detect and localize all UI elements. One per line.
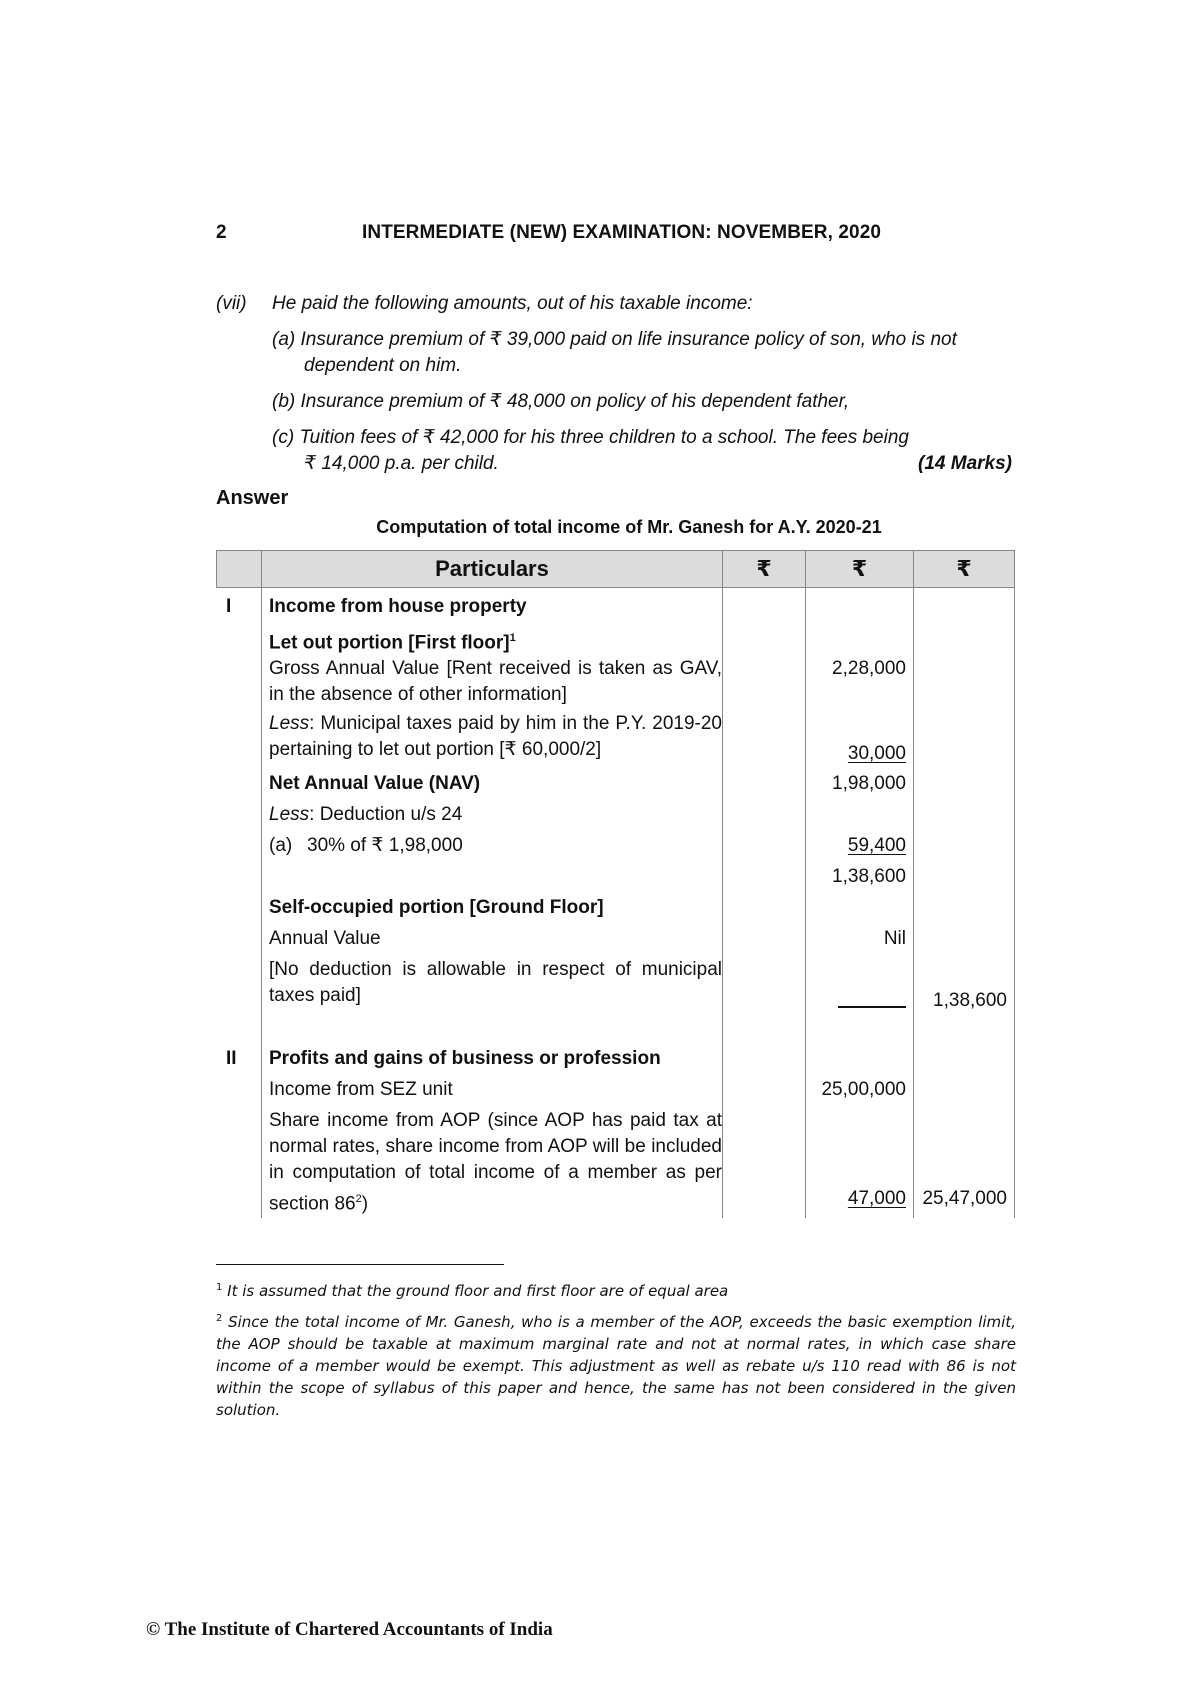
footnote-1 — [216, 1280, 1016, 1302]
page-header — [216, 222, 1016, 248]
municipal-value: 30,000 — [847, 743, 906, 764]
item-label: (c) — [272, 427, 295, 448]
let-out-heading — [269, 625, 516, 656]
gav-text: Gross Annual Value [Rent received is taken as GAV, in the absence of other information] — [269, 658, 722, 705]
thirty-pct-label: (a) — [269, 835, 293, 856]
thirty-pct-text: 30% of ₹ 1,98,000 — [307, 835, 463, 856]
sez-value: 25,00,000 — [821, 1079, 906, 1100]
business-total: 25,47,000 — [922, 1188, 1007, 1209]
footnote-divider — [216, 1264, 504, 1265]
copyright-footer: © The Institute of Chartered Accountants of India — [146, 1619, 553, 1640]
section-I-heading: Income from house property — [269, 596, 527, 617]
item-text: Insurance premium of ₹ 39,000 paid on life insurance policy of son, who is not — [300, 329, 957, 350]
no-deduction-text: [No deduction is allowable in respect of municipal taxes paid] — [269, 959, 722, 1006]
nav-value: 1,98,000 — [832, 773, 906, 794]
deduction-text: : Deduction u/s 24 — [309, 804, 463, 825]
item-text: Insurance premium of ₹ 48,000 on policy of his dependent father, — [300, 391, 850, 412]
table-vline-2 — [722, 550, 723, 1218]
table-border-left-header — [216, 550, 217, 588]
aop-value: 47,000 — [847, 1188, 906, 1209]
table-border-top — [216, 550, 1015, 551]
header-particulars: Particulars — [435, 556, 549, 581]
question-text: He paid the following amounts, out of his taxable income: — [272, 293, 753, 314]
gav-value: 2,28,000 — [832, 658, 906, 679]
let-out-text: Let out portion [First floor] — [269, 632, 510, 654]
footnote-text: Since the total income of Mr. Ganesh, who is a member of the AOP, exceeds the basic exemption limit, the AOP should be taxable at maximum marginal rate and not at normal rates, in which case share income of a member would be exempt. This adjustment as well as rebate u/s 110 read with 86 is not within the scope of syllabus of this paper and hence, the same has not been considered in the given solution. — [216, 1313, 1016, 1419]
item-text-continued: ₹ 14,000 p.a. per child. — [304, 453, 499, 474]
footnote-ref-1: 1 — [509, 632, 516, 644]
footnote-mark: 1 — [216, 1282, 223, 1293]
annual-value: Nil — [883, 928, 906, 949]
header-rupee-2: ₹ — [851, 556, 868, 581]
nav-label: Net Annual Value (NAV) — [269, 773, 481, 794]
less-deduction-prefix: Less — [269, 804, 310, 825]
item-text: Tuition fees of ₹ 42,000 for his three children to a school. The fees being — [299, 427, 909, 448]
item-text-continued: dependent on him. — [304, 355, 462, 376]
page-title: INTERMEDIATE (NEW) EXAMINATION: NOVEMBER, 2020 — [362, 222, 882, 243]
house-property-total: 1,38,600 — [933, 990, 1007, 1011]
self-occupied-heading: Self-occupied portion [Ground Floor] — [269, 897, 604, 918]
aop-row — [269, 1108, 722, 1217]
annual-value-label: Annual Value — [269, 928, 381, 949]
municipal-row — [269, 711, 722, 763]
footnote-mark: 2 — [216, 1313, 223, 1324]
less-prefix: Less — [269, 713, 310, 734]
let-out-income: 1,38,600 — [832, 866, 906, 887]
question-item-b — [272, 389, 1012, 415]
section-roman-I: I — [226, 596, 232, 617]
page-number: 2 — [216, 222, 227, 243]
item-label: (a) — [272, 329, 296, 350]
table-vline-4 — [913, 550, 914, 1218]
table-vline-1 — [261, 550, 262, 1218]
question-item-a — [272, 327, 1012, 379]
marks: (14 Marks) — [918, 453, 1012, 474]
header-rupee-1: ₹ — [756, 556, 772, 581]
section-roman-II: II — [226, 1048, 237, 1069]
item-label: (b) — [272, 391, 296, 412]
footnote-2 — [216, 1311, 1016, 1421]
question-label: (vii) — [216, 293, 247, 314]
footnote-text: It is assumed that the ground floor and first floor are of equal area — [227, 1282, 729, 1300]
total-rule — [838, 1006, 906, 1008]
aop-close: ) — [361, 1193, 369, 1215]
aop-text: Share income from AOP (since AOP has paid tax at normal rates, share income from AOP will be included in computation of total income of a member as per section 86 — [269, 1110, 722, 1215]
computation-table — [216, 550, 1015, 1218]
table-border-right — [1014, 550, 1015, 1218]
section-II-heading: Profits and gains of business or profession — [269, 1048, 661, 1069]
table-header-divider — [216, 587, 1015, 588]
footnote-ref-2: 2 — [355, 1193, 362, 1205]
municipal-text: : Municipal taxes paid by him in the P.Y. 2019-20 pertaining to let out portion [₹ 60,000/2] — [269, 713, 722, 760]
header-rupee-3: ₹ — [956, 556, 972, 581]
thirty-pct-value: 59,400 — [847, 835, 906, 856]
sez-label: Income from SEZ unit — [269, 1079, 453, 1100]
deduction-row — [269, 802, 462, 828]
computation-title: Computation of total income of Mr. Ganesh for A.Y. 2020-21 — [376, 517, 882, 537]
question-item-c — [272, 425, 1012, 477]
answer-heading: Answer — [216, 487, 289, 509]
